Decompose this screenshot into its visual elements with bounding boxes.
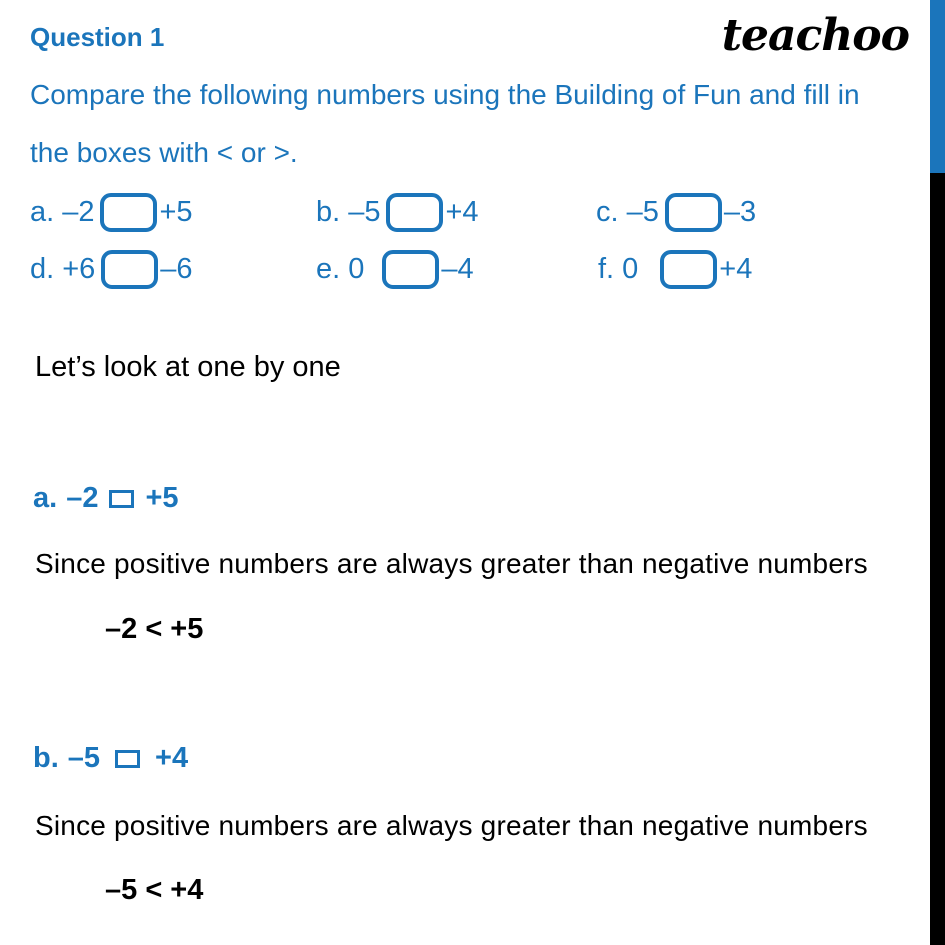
- question-title: Question 1: [30, 22, 165, 52]
- item-left-number: 0: [348, 253, 365, 285]
- prompt-line-2: the boxes with < or >.: [30, 137, 298, 168]
- item-left-number: –5: [348, 196, 381, 228]
- comparison-box-icon: [115, 750, 140, 768]
- solution-result-b: –5 < +4: [105, 874, 204, 906]
- answer-box: [386, 193, 443, 232]
- item-left-number: –5: [626, 196, 659, 228]
- item-right-number: +5: [159, 196, 193, 228]
- solution-reason-a: Since positive numbers are always greater than negative numbers: [35, 548, 868, 579]
- edge-bar-black: [930, 173, 945, 945]
- question-item-a: [30, 193, 193, 232]
- part-right-number: +4: [155, 742, 189, 774]
- prompt-line-1: Compare the following numbers using the Building of Fun and fill in: [30, 79, 860, 110]
- question-item-c: [596, 193, 756, 232]
- question-item-e: [316, 250, 474, 289]
- part-left-number: –2: [66, 482, 99, 514]
- answer-box: [665, 193, 722, 232]
- solution-reason-b: Since positive numbers are always greater than negative numbers: [35, 810, 868, 841]
- item-label: c.: [596, 196, 619, 228]
- question-item-f: [598, 250, 752, 289]
- item-label: d.: [30, 253, 55, 285]
- item-right-number: +4: [445, 196, 479, 228]
- item-right-number: –4: [441, 253, 474, 285]
- answer-box: [382, 250, 439, 289]
- part-left-number: –5: [67, 742, 101, 774]
- question-item-b: [316, 193, 479, 232]
- item-left-number: +6: [62, 253, 96, 285]
- question-item-d: [30, 250, 193, 289]
- solution-result-a: –2 < +5: [105, 613, 204, 645]
- part-right-number: +5: [145, 482, 179, 514]
- solution-heading-a: [33, 482, 179, 515]
- answer-box: [100, 193, 157, 232]
- item-right-number: –3: [723, 196, 757, 228]
- item-label: a.: [30, 196, 55, 228]
- item-left-number: 0: [622, 253, 639, 285]
- item-right-number: +4: [719, 253, 753, 285]
- item-label: e.: [316, 253, 341, 285]
- part-label: a.: [33, 482, 58, 514]
- answer-box: [660, 250, 717, 289]
- item-left-number: –2: [62, 196, 95, 228]
- solution-heading-b: [33, 742, 188, 775]
- solution-intro: Let’s look at one by one: [35, 351, 341, 383]
- answer-box: [101, 250, 158, 289]
- teachoo-logo: teachoo: [721, 10, 909, 61]
- item-label: f.: [598, 253, 615, 285]
- item-label: b.: [316, 196, 341, 228]
- comparison-box-icon: [109, 490, 134, 508]
- item-right-number: –6: [160, 253, 193, 285]
- edge-bar-blue: [930, 0, 945, 173]
- part-label: b.: [33, 742, 59, 774]
